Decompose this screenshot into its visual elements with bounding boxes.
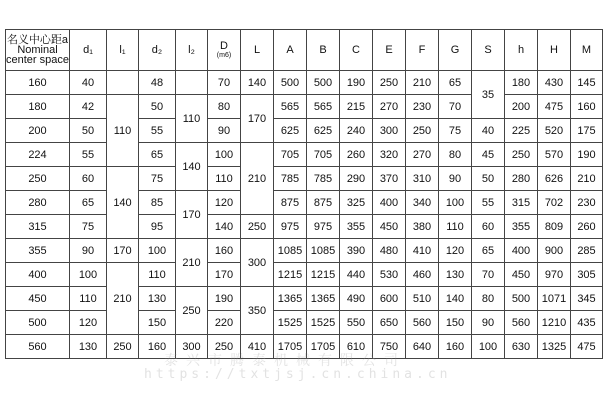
cell-C: 355 [340, 215, 373, 239]
cell-B: 1085 [307, 239, 340, 263]
table-row [6, 191, 603, 215]
cell-D: 220 [208, 311, 241, 335]
header-d1: d₁ [70, 30, 107, 71]
cell-F: 380 [406, 215, 439, 239]
cell-d2: 50 [139, 95, 176, 119]
cell-G: 140 [439, 287, 472, 311]
cell-l2-merged: 170 [176, 191, 208, 239]
cell-G: 100 [439, 191, 472, 215]
header-H: H [538, 30, 571, 71]
cell-d1: 130 [70, 335, 107, 359]
cell-B: 1705 [307, 335, 340, 359]
cell-C: 240 [340, 119, 373, 143]
cell-C: 290 [340, 167, 373, 191]
table-row [6, 287, 603, 311]
header-C: C [340, 30, 373, 71]
cell-a: 250 [6, 167, 70, 191]
cell-H: 520 [538, 119, 571, 143]
cell-G: 90 [439, 167, 472, 191]
cell-H: 809 [538, 215, 571, 239]
cell-A: 1215 [274, 263, 307, 287]
cell-A: 975 [274, 215, 307, 239]
cell-H: 702 [538, 191, 571, 215]
cell-G: 150 [439, 311, 472, 335]
cell-M: 435 [571, 311, 603, 335]
cell-a: 280 [6, 191, 70, 215]
cell-d2: 48 [139, 71, 176, 95]
cell-G: 130 [439, 263, 472, 287]
cell-d2: 130 [139, 287, 176, 311]
cell-d2: 75 [139, 167, 176, 191]
cell-C: 190 [340, 71, 373, 95]
cell-S: 45 [472, 143, 505, 167]
cell-d1: 110 [70, 287, 107, 311]
cell-B: 1525 [307, 311, 340, 335]
cell-D: 80 [208, 95, 241, 119]
cell-a: 200 [6, 119, 70, 143]
cell-A: 565 [274, 95, 307, 119]
table-row [6, 263, 603, 287]
cell-H: 570 [538, 143, 571, 167]
cell-L: 140 [241, 71, 274, 95]
cell-a: 500 [6, 311, 70, 335]
cell-d1: 55 [70, 143, 107, 167]
header-L: L [241, 30, 274, 71]
header-l1: l₁ [107, 30, 139, 71]
cell-l2 [176, 71, 208, 95]
cell-l1: 250 [107, 335, 139, 359]
cell-A: 1705 [274, 335, 307, 359]
cell-l2: 300 [176, 335, 208, 359]
cell-h: 225 [505, 119, 538, 143]
cell-B: 875 [307, 191, 340, 215]
cell-M: 475 [571, 335, 603, 359]
cell-a: 180 [6, 95, 70, 119]
table-row [6, 167, 603, 191]
cell-a: 450 [6, 287, 70, 311]
header-G: G [439, 30, 472, 71]
cell-B: 565 [307, 95, 340, 119]
cell-d2: 55 [139, 119, 176, 143]
cell-E: 400 [373, 191, 406, 215]
cell-F: 340 [406, 191, 439, 215]
cell-D: 90 [208, 119, 241, 143]
cell-a: 160 [6, 71, 70, 95]
cell-S: 50 [472, 167, 505, 191]
cell-d2: 110 [139, 263, 176, 287]
cell-a: 224 [6, 143, 70, 167]
cell-h: 560 [505, 311, 538, 335]
cell-M: 345 [571, 287, 603, 311]
cell-F: 510 [406, 287, 439, 311]
cell-a: 560 [6, 335, 70, 359]
cell-M: 260 [571, 215, 603, 239]
cell-A: 1365 [274, 287, 307, 311]
header-h: h [505, 30, 538, 71]
cell-L-merged: 170 [241, 95, 274, 143]
cell-E: 750 [373, 335, 406, 359]
cell-H: 626 [538, 167, 571, 191]
cell-S: 100 [472, 335, 505, 359]
table-row [6, 143, 603, 167]
cell-S: 65 [472, 239, 505, 263]
cell-F: 460 [406, 263, 439, 287]
watermark-company: 泰兴市腾泰机械有限公司 [164, 353, 406, 369]
cell-D: 140 [208, 215, 241, 239]
cell-h: 355 [505, 215, 538, 239]
cell-M: 160 [571, 95, 603, 119]
cell-l2-merged: 140 [176, 143, 208, 191]
cell-G: 70 [439, 95, 472, 119]
cell-G: 80 [439, 143, 472, 167]
cell-D: 190 [208, 287, 241, 311]
cell-S: 40 [472, 119, 505, 143]
spec-table-wrapper [5, 29, 603, 359]
cell-S: 55 [472, 191, 505, 215]
header-E: E [373, 30, 406, 71]
cell-h: 400 [505, 239, 538, 263]
cell-E: 250 [373, 71, 406, 95]
cell-B: 500 [307, 71, 340, 95]
table-row [6, 119, 603, 143]
cell-H: 430 [538, 71, 571, 95]
cell-F: 270 [406, 143, 439, 167]
cell-d1: 50 [70, 119, 107, 143]
cell-a: 400 [6, 263, 70, 287]
cell-C: 550 [340, 311, 373, 335]
cell-C: 490 [340, 287, 373, 311]
cell-h: 250 [505, 143, 538, 167]
cell-F: 410 [406, 239, 439, 263]
cell-F: 560 [406, 311, 439, 335]
cell-H: 900 [538, 239, 571, 263]
cell-H: 970 [538, 263, 571, 287]
table-row [6, 335, 603, 359]
cell-L: 410 [241, 335, 274, 359]
cell-L-merged: 300 [241, 239, 274, 287]
cell-E: 270 [373, 95, 406, 119]
cell-B: 1365 [307, 287, 340, 311]
header-D: D (m6) [208, 30, 241, 71]
cell-A: 785 [274, 167, 307, 191]
cell-S: 80 [472, 287, 505, 311]
cell-A: 625 [274, 119, 307, 143]
cell-G: 120 [439, 239, 472, 263]
cell-D: 110 [208, 167, 241, 191]
cell-d2: 100 [139, 239, 176, 263]
cell-F: 310 [406, 167, 439, 191]
header-d2: d₂ [139, 30, 176, 71]
cell-C: 610 [340, 335, 373, 359]
cell-M: 230 [571, 191, 603, 215]
cell-E: 480 [373, 239, 406, 263]
cell-l2-merged: 110 [176, 95, 208, 143]
cell-L-merged: 210 [241, 143, 274, 215]
cell-l2-merged: 250 [176, 287, 208, 335]
cell-d2: 160 [139, 335, 176, 359]
header-A: A [274, 30, 307, 71]
cell-h: 500 [505, 287, 538, 311]
header-B: B [307, 30, 340, 71]
header-l2: l₂ [176, 30, 208, 71]
cell-H: 1325 [538, 335, 571, 359]
cell-l1 [107, 71, 139, 95]
header-S: S [472, 30, 505, 71]
cell-B: 785 [307, 167, 340, 191]
cell-H: 475 [538, 95, 571, 119]
cell-d1: 65 [70, 191, 107, 215]
cell-a: 355 [6, 239, 70, 263]
header-center-distance: 名义中心距a Nominal center space [6, 30, 70, 71]
cell-D: 160 [208, 239, 241, 263]
cell-A: 500 [274, 71, 307, 95]
cell-D: 170 [208, 263, 241, 287]
cell-E: 370 [373, 167, 406, 191]
cell-a: 315 [6, 215, 70, 239]
cell-M: 210 [571, 167, 603, 191]
cell-G: 160 [439, 335, 472, 359]
cell-d1: 60 [70, 167, 107, 191]
cell-h: 280 [505, 167, 538, 191]
cell-l1: 170 [107, 239, 139, 263]
cell-d1: 42 [70, 95, 107, 119]
cell-E: 530 [373, 263, 406, 287]
cell-d1: 75 [70, 215, 107, 239]
table-row [6, 71, 603, 95]
table-row [6, 215, 603, 239]
cell-d1: 120 [70, 311, 107, 335]
watermark-url: https://txtjsj.cn.china.cn [144, 367, 452, 382]
cell-A: 1525 [274, 311, 307, 335]
cell-h: 200 [505, 95, 538, 119]
cell-l2-merged: 210 [176, 239, 208, 287]
cell-F: 250 [406, 119, 439, 143]
cell-D: 100 [208, 143, 241, 167]
cell-E: 320 [373, 143, 406, 167]
cell-M: 145 [571, 71, 603, 95]
cell-M: 285 [571, 239, 603, 263]
cell-d1: 40 [70, 71, 107, 95]
cell-d1: 90 [70, 239, 107, 263]
cell-h: 180 [505, 71, 538, 95]
table-row [6, 311, 603, 335]
cell-l1-merged: 140 [107, 167, 139, 239]
cell-A: 875 [274, 191, 307, 215]
cell-G: 110 [439, 215, 472, 239]
cell-C: 215 [340, 95, 373, 119]
cell-B: 705 [307, 143, 340, 167]
cell-F: 230 [406, 95, 439, 119]
cell-E: 300 [373, 119, 406, 143]
cell-G: 75 [439, 119, 472, 143]
cell-D: 120 [208, 191, 241, 215]
table-row [6, 95, 603, 119]
cell-h: 630 [505, 335, 538, 359]
cell-E: 600 [373, 287, 406, 311]
cell-E: 450 [373, 215, 406, 239]
cell-D: 250 [208, 335, 241, 359]
cell-F: 640 [406, 335, 439, 359]
cell-C: 390 [340, 239, 373, 263]
header-row [6, 30, 603, 71]
cell-d1: 100 [70, 263, 107, 287]
cell-B: 1215 [307, 263, 340, 287]
cell-l1-merged: 110 [107, 95, 139, 167]
cell-A: 705 [274, 143, 307, 167]
cell-d2: 65 [139, 143, 176, 167]
cell-d2: 150 [139, 311, 176, 335]
cell-M: 305 [571, 263, 603, 287]
cell-C: 440 [340, 263, 373, 287]
header-F: F [406, 30, 439, 71]
cell-E: 650 [373, 311, 406, 335]
cell-S-merged: 35 [472, 71, 505, 119]
cell-H: 1071 [538, 287, 571, 311]
cell-l1-merged: 210 [107, 263, 139, 335]
spec-table [5, 29, 603, 359]
header-M: M [571, 30, 603, 71]
cell-A: 1085 [274, 239, 307, 263]
cell-L: 250 [241, 215, 274, 239]
cell-H: 1210 [538, 311, 571, 335]
cell-B: 975 [307, 215, 340, 239]
cell-S: 70 [472, 263, 505, 287]
cell-h: 450 [505, 263, 538, 287]
cell-M: 175 [571, 119, 603, 143]
cell-S: 60 [472, 215, 505, 239]
table-row [6, 239, 603, 263]
cell-L-merged: 350 [241, 287, 274, 335]
cell-h: 315 [505, 191, 538, 215]
cell-C: 325 [340, 191, 373, 215]
cell-D: 70 [208, 71, 241, 95]
cell-B: 625 [307, 119, 340, 143]
cell-C: 260 [340, 143, 373, 167]
cell-M: 190 [571, 143, 603, 167]
cell-S: 90 [472, 311, 505, 335]
cell-d2: 85 [139, 191, 176, 215]
cell-F: 210 [406, 71, 439, 95]
cell-G: 65 [439, 71, 472, 95]
cell-d2: 95 [139, 215, 176, 239]
